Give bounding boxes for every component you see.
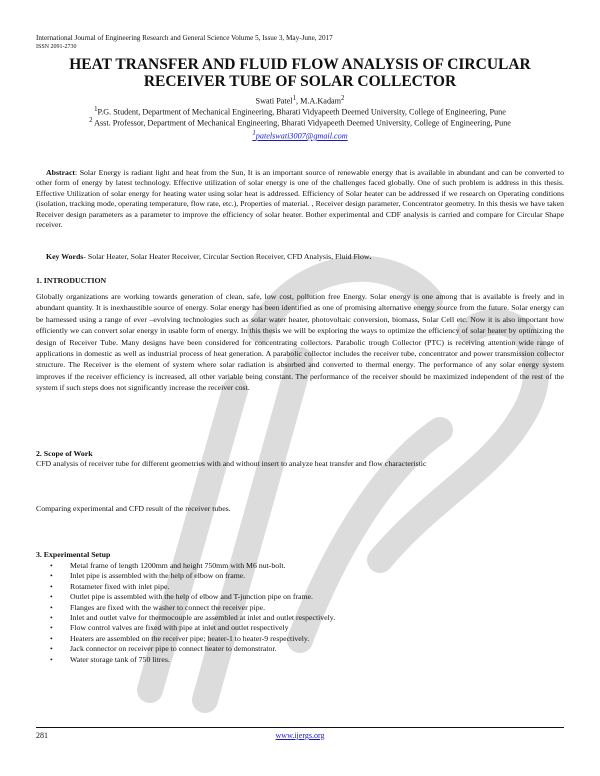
keywords-end: .	[369, 252, 372, 261]
bullet-icon: •	[50, 623, 53, 633]
keywords-label: Key Words	[46, 252, 84, 261]
section-3-heading: 3. Experimental Setup	[36, 550, 111, 559]
list-item	[36, 592, 564, 602]
bullet-icon: •	[50, 561, 53, 570]
list-item	[36, 561, 564, 571]
footer-divider	[36, 727, 564, 728]
section-1-title: NTRODUCTION	[46, 276, 107, 285]
affiliation-2-text: Asst. Professor, Department of Mechanical Engineering, Bharati Vidyapeeth Deemed University, College of Engineering, Pune	[92, 118, 511, 128]
setup-list	[36, 561, 564, 665]
author-1-sup: 1	[292, 95, 297, 102]
affiliation-2	[40, 115, 560, 129]
list-item-text: Flow control valves are fixed with pipe at inlet and outlet respectively	[70, 623, 289, 633]
affiliation-1-sup: 1	[94, 106, 98, 113]
list-item-text: Flanges are fixed with the washer to connect the receiver pipe.	[70, 602, 266, 612]
list-item-text: Inlet pipe is assembled with the help of elbow on frame.	[70, 571, 246, 581]
abstract-label: Abstract	[46, 168, 76, 177]
list-item-text: Water storage tank of 750 litres.	[70, 654, 170, 664]
introduction-paragraph: Globally organizations are working towards generation of clean, safe, low cost, pollution free Energy. Solar energy is one among that is available is freely and in abundant quantity. It is inexhaustible source of energy. Solar energy has been identified as one of promising alternative energy source from the future. Solar energy can be harnessed using a range of ever –evolving technologies such as solar water heater, photovoltaic conversion, biomass, Solar Cell etc. Now it is also important how efficiently we can convert solar energy in usable form of energy. In this thesis we will be exploring the ways to optimize the efficiency of solar heater by optimizing the design of Receiver Tube. Many designs have been considered for concentrating collectors. Parabolic trough Collector (PTC) is receiving attention wide range of applications in domestic as well as industrial process of heat generation. A parabolic collector includes the receiver tube, concentrator and power transmission collector structure. The Receiver is the element of system where solar radiation is absorbed and converted to thermal energy. The performance of any solar energy system improves if the receiver efficiency is increased, all other variable being constant. The performance of the receiver should be maximized independent of the rest of the system if such steps does not significantly increase the receiver cost.	[36, 292, 564, 393]
title-line-1: HEAT TRANSFER AND FLUID FLOW ANALYSIS OF CIRCULAR	[69, 56, 531, 73]
list-item-text: Heaters are assembled on the receiver pipe; heater-1 to heater-9 respectively.	[70, 633, 310, 643]
section-2-heading: 2. Scope of Work	[36, 449, 93, 458]
bullet-icon: •	[50, 592, 53, 602]
list-item	[36, 571, 564, 581]
author-2-sup: 2	[341, 95, 345, 102]
list-item-text: Rotameter fixed with inlet pipe.	[70, 581, 170, 591]
journal-header: International Journal of Engineering Research and General Science Volume 5, Issue 3, May-June, 2017	[36, 34, 333, 42]
bullet-icon: •	[50, 581, 53, 591]
list-item-text: Outlet pipe is assembled with the help of elbow and T-junction pipe on frame.	[70, 592, 313, 602]
abstract-text: : Solar Energy is radiant light and heat from the Sun, It is an important source of renewable energy that is available in abundant and can be converted to other form of energy by latest technology. Effective utilization of solar energy is one of the challenges faced globally. One of such problem is address in this thesis. Effective Utilization of solar energy for heating water using solar heat is addressed. Efficiency of Solar heater can be addressed if we research on Operating conditions (isolation, tracking mode, operating temperature, flow rate, etc.), Properties of material. , Receiver design parameter, Concentrator geometry. In this thesis we have taken Receiver design parameters as a parameter to improve the efficiency of solar heater. Bother experimental and CDF analysis is carried and compare for Circular Shape receiver.	[36, 168, 564, 230]
list-item	[36, 582, 564, 592]
list-item-text: Inlet and outlet valve for thermocouple are assembled at inlet and outlet respectively.	[70, 613, 336, 623]
list-item	[36, 613, 564, 623]
keywords-text: - Solar Heater, Solar Heater Receiver, Circular Section Receiver, CFD Analysis, Fluid Flow	[83, 252, 370, 261]
section-1-number: 1. I	[36, 276, 47, 285]
section-1-heading	[36, 276, 106, 286]
list-item	[36, 623, 564, 633]
list-item	[36, 634, 564, 644]
page-number: 281	[36, 731, 48, 740]
author-1: Swati Patel	[255, 96, 293, 106]
journal-website-link[interactable]: www.ijergs.org	[275, 731, 325, 740]
issn-line: ISSN 2091-2730	[36, 44, 77, 50]
author-email-link[interactable]	[40, 128, 560, 142]
title-line-2: RECEIVER TUBE OF SOLAR COLLECTOR	[143, 73, 457, 90]
list-item	[36, 644, 564, 654]
author-2: , M.A.Kadam	[296, 96, 342, 106]
bullet-icon: •	[50, 644, 53, 654]
abstract-paragraph	[36, 168, 564, 230]
bullet-icon: •	[50, 654, 53, 664]
list-item-text: Metal frame of length 1200mm and height 750mm with M6 nut-bolt.	[70, 561, 286, 570]
email-text: patelswati3007@gmail.com	[255, 131, 348, 141]
scope-line-1: CFD analysis of receiver tube for different geometries with and without insert to analyze heat transfer and flow characteristic	[36, 459, 427, 468]
bullet-icon: •	[50, 571, 53, 581]
bullet-icon: •	[50, 602, 53, 612]
list-item	[36, 603, 564, 613]
affiliation-2-sup: 2	[89, 117, 93, 124]
scope-line-2: Comparing experimental and CFD result of the receiver tubes.	[36, 504, 231, 513]
affiliation-1-text: P.G. Student, Department of Mechanical Engineering, Bharati Vidyapeeth Deemed University, College of Engineering, Pune	[97, 107, 506, 117]
list-item	[36, 655, 564, 665]
email-sup: 1	[252, 130, 256, 137]
list-item-text: Jack connector on receiver pipe to connect heater to demonstrator.	[70, 644, 277, 654]
keywords-line	[46, 252, 564, 262]
bullet-icon: •	[50, 613, 53, 623]
bullet-icon: •	[50, 633, 53, 643]
paper-title	[40, 56, 560, 90]
